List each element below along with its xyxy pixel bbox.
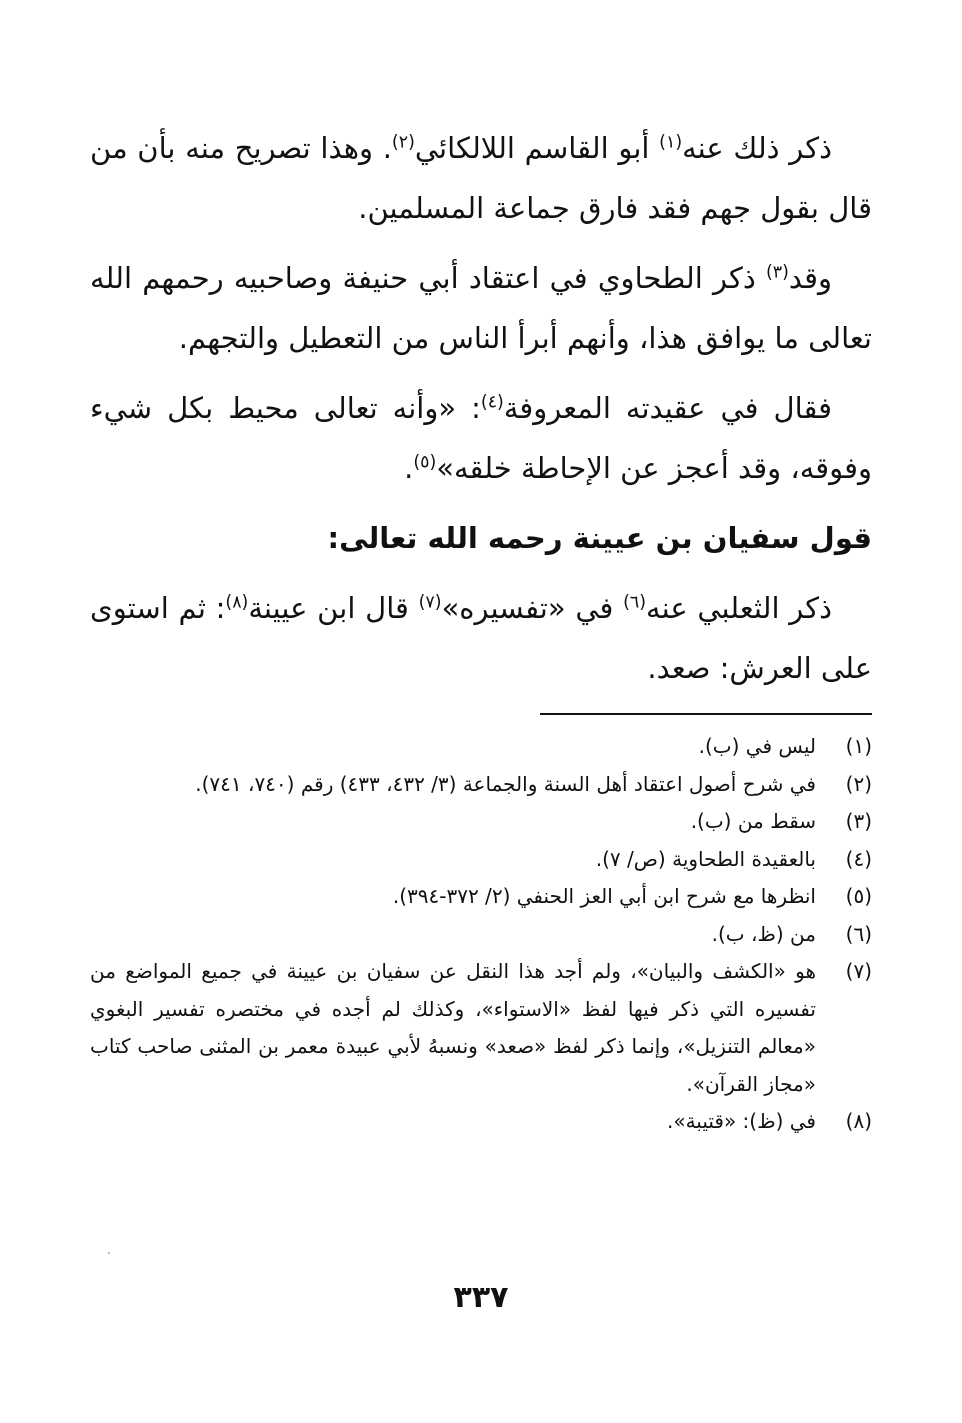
footnote-ref-5: (٥) [413, 452, 437, 473]
section-heading: قول سفيان بن عيينة رحمه الله تعالى: [327, 521, 872, 555]
footnote-number: (٨) [845, 1109, 872, 1133]
footnote-ref-4: (٤) [480, 392, 504, 413]
footnote-1 [90, 728, 872, 766]
footnote-5 [90, 878, 872, 916]
footnote-4 [90, 841, 872, 879]
footnote-text: انظرها مع شرح ابن أبي العز الحنفي (٢/ ٣٧٢-٣٩٤). [392, 884, 816, 908]
footnote-ref-6: (٦) [623, 592, 647, 613]
paragraph-3 [90, 378, 872, 498]
footnote-number: (٣) [845, 809, 872, 833]
paragraph-4 [90, 578, 872, 698]
footnote-number: (٥) [845, 884, 872, 908]
paragraph-3-text-3: . [404, 451, 414, 485]
footnote-number: (٦) [845, 921, 872, 946]
paragraph-1-text-1: ذكر ذلك عنه [682, 131, 833, 165]
paragraph-4-text-2: في «تفسيره» [441, 591, 624, 625]
footnote-text: في (ظ): «قتيبة». [666, 1109, 816, 1133]
paragraph-1 [90, 118, 872, 238]
footnote-ref-8: (٨) [225, 592, 249, 613]
footnote-ref-7: (٧) [418, 592, 442, 613]
paragraph-3-text-2: : «وأنه تعالى محيط بكل شيء وفوقه، وقد أعجز عن الإحاطة خلقه» [90, 391, 872, 485]
footnote-ref-1: (١) [659, 132, 683, 153]
paragraph-1-text-2: أبو القاسم اللالكائي [414, 131, 660, 165]
scan-speck [108, 1252, 110, 1254]
paragraph-2-text-2: ذكر الطحاوي في اعتقاد أبي حنيفة وصاحبيه رحمهم الله تعالى ما يوافق هذا، وأنهم أبرأ الناس من التعطيل والتجهم. [90, 261, 872, 355]
footnote-number: (٧) [845, 959, 872, 983]
paragraph-4-text-1: ذكر الثعلبي عنه [646, 591, 832, 625]
footnote-7 [90, 953, 872, 1103]
footnote-text: ليس في (ب). [698, 734, 816, 758]
paragraph-4-text-4: : ثم استوى على العرش: صعد. [90, 591, 872, 685]
footnote-number: (١) [845, 734, 872, 758]
paragraph-3-text-1: فقال في عقيدته المعروفة [503, 391, 832, 425]
footnote-text: هو «الكشف والبيان»، ولم أجد هذا النقل عن سفيان بن عيينة في جميع المواضع من تفسيره التي ذكر فيها لفظ «الاستواء»، وكذلك لم أجده في مختصره تفسير البغوي «معالم التنزيل»، وإنما ذكر لفظ «صعد» ونسبهُ لأبي عبيدة معمر بن المثنى صاحب كتاب «مجاز القرآن». [90, 959, 816, 1096]
footnote-text: من (ظ، ب). [711, 921, 816, 946]
paragraph-2-text-1: وقد [788, 261, 832, 295]
main-text [90, 118, 872, 708]
footnote-8 [90, 1103, 872, 1141]
footnote-text: سقط من (ب). [690, 809, 816, 833]
footnote-number: (٢) [845, 771, 872, 796]
footnote-text: في شرح أصول اعتقاد أهل السنة والجماعة (٣/ ٤٣٢، ٤٣٣) رقم (٧٤٠، ٧٤١). [195, 771, 816, 796]
footnote-3 [90, 803, 872, 841]
paragraph-2 [90, 248, 872, 368]
footnote-ref-2: (٢) [391, 132, 415, 153]
paragraph-4-text-3: قال ابن عيينة [248, 591, 419, 625]
footnote-6 [90, 916, 872, 954]
footnote-number: (٤) [845, 846, 872, 871]
page-number: ٣٣٧ [453, 1280, 509, 1315]
footnote-2 [90, 766, 872, 804]
footnotes [90, 728, 872, 1141]
footnote-separator [540, 713, 872, 715]
footnote-text: بالعقيدة الطحاوية (ص/ ٧). [595, 846, 816, 871]
footnote-ref-3: (٣) [765, 262, 789, 283]
paragraph-1-text-3: . وهذا تصريح منه بأن من قال بقول جهم فقد فارق جماعة المسلمين. [90, 131, 872, 225]
